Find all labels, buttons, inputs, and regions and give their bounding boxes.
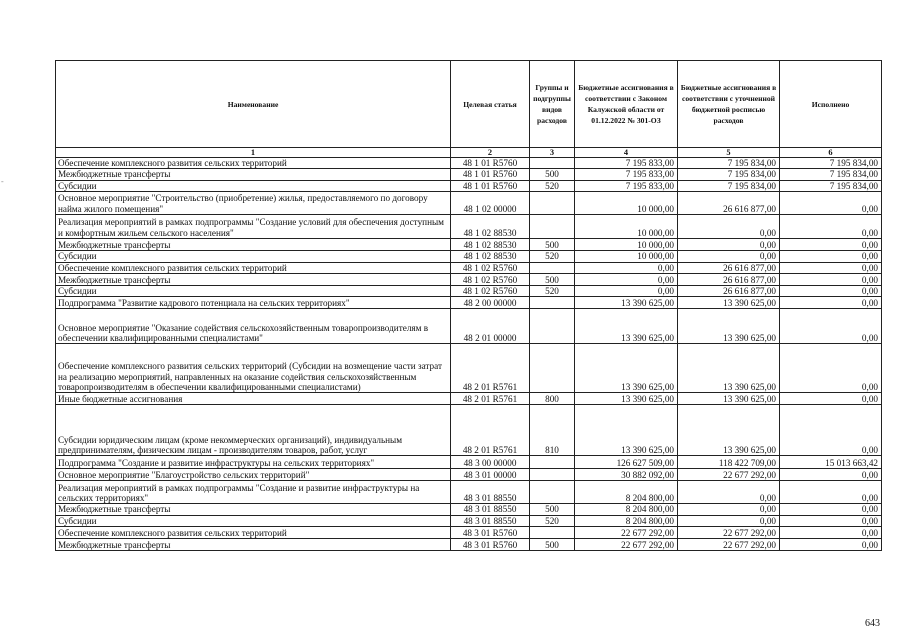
header-target-article: Целевая статья — [451, 61, 530, 148]
row-budget-law-cell: 7 195 833,00 — [575, 180, 678, 191]
row-expense-group-cell: 500 — [530, 239, 575, 251]
table-row — [56, 192, 882, 215]
row-target-article-cell: 48 1 02 00000 — [451, 192, 530, 215]
row-target-article-cell: 48 1 02 R5760 — [451, 274, 530, 286]
row-expense-group-cell — [530, 309, 575, 344]
table-row — [56, 527, 882, 539]
row-expense-group-cell: 520 — [530, 251, 575, 262]
row-expense-group-cell — [530, 262, 575, 273]
table-row — [56, 251, 882, 262]
row-expense-group-cell — [530, 344, 575, 393]
row-budget-law-cell: 0,00 — [575, 262, 678, 273]
row-budget-refined-cell: 0,00 — [678, 239, 780, 251]
row-executed-cell: 7 195 834,00 — [780, 158, 882, 169]
row-budget-refined-cell: 22 677 292,00 — [678, 469, 780, 481]
budget-execution-table — [55, 60, 882, 551]
row-budget-law-cell: 10 000,00 — [575, 251, 678, 262]
row-name-cell: Основное мероприятие "Благоустройство сельских территорий" — [56, 469, 451, 481]
table-row — [56, 239, 882, 251]
row-budget-refined-cell: 0,00 — [678, 481, 780, 504]
row-budget-refined-cell: 0,00 — [678, 504, 780, 515]
page-number: 643 — [865, 618, 880, 629]
row-name-cell: Подпрограмма "Создание и развитие инфраструктуры на сельских территориях" — [56, 456, 451, 469]
row-target-article-cell: 48 1 01 R5760 — [451, 180, 530, 191]
row-target-article-cell: 48 1 02 88530 — [451, 239, 530, 251]
row-budget-law-cell: 0,00 — [575, 286, 678, 297]
table-row — [56, 262, 882, 273]
table-row — [56, 215, 882, 239]
column-number: 1 — [56, 148, 451, 158]
row-executed-cell: 0,00 — [780, 344, 882, 393]
table-row — [56, 309, 882, 344]
row-budget-refined-cell: 0,00 — [678, 251, 780, 262]
row-executed-cell: 0,00 — [780, 262, 882, 273]
row-budget-refined-cell: 13 390 625,00 — [678, 297, 780, 309]
budget-table-container — [55, 60, 881, 551]
row-executed-cell: 0,00 — [780, 274, 882, 286]
row-budget-refined-cell: 7 195 834,00 — [678, 158, 780, 169]
row-budget-law-cell: 22 677 292,00 — [575, 527, 678, 539]
row-target-article-cell: 48 3 01 R5760 — [451, 539, 530, 551]
table-row — [56, 456, 882, 469]
row-target-article-cell: 48 3 01 88550 — [451, 481, 530, 504]
row-budget-law-cell: 10 000,00 — [575, 215, 678, 239]
table-header-row — [56, 61, 882, 148]
row-executed-cell: 0,00 — [780, 393, 882, 405]
row-budget-law-cell: 30 882 092,00 — [575, 469, 678, 481]
row-budget-refined-cell: 26 616 877,00 — [678, 192, 780, 215]
row-budget-refined-cell: 22 677 292,00 — [678, 527, 780, 539]
row-expense-group-cell: 520 — [530, 180, 575, 191]
row-budget-refined-cell: 0,00 — [678, 515, 780, 526]
row-budget-refined-cell: 7 195 834,00 — [678, 180, 780, 191]
row-budget-refined-cell: 118 422 709,00 — [678, 456, 780, 469]
row-executed-cell: 0,00 — [780, 239, 882, 251]
row-target-article-cell: 48 3 01 R5760 — [451, 527, 530, 539]
row-name-cell: Субсидии юридическим лицам (кроме некоммерческих организаций), индивидуальным предпринимателям, физическим лицам - производителям товаров, работ, услуг — [56, 405, 451, 456]
row-name-cell: Межбюджетные трансферты — [56, 169, 451, 180]
row-budget-law-cell: 13 390 625,00 — [575, 309, 678, 344]
row-name-cell: Межбюджетные трансферты — [56, 239, 451, 251]
row-expense-group-cell — [530, 481, 575, 504]
row-target-article-cell: 48 2 01 R5761 — [451, 344, 530, 393]
row-budget-law-cell: 13 390 625,00 — [575, 393, 678, 405]
row-budget-law-cell: 13 390 625,00 — [575, 297, 678, 309]
row-target-article-cell: 48 1 01 R5760 — [451, 169, 530, 180]
row-target-article-cell: 48 3 01 00000 — [451, 469, 530, 481]
row-executed-cell: 0,00 — [780, 192, 882, 215]
header-name: Наименование — [56, 61, 451, 148]
row-name-cell: Основное мероприятие "Оказание содействия сельскохозяйственным товаропроизводителям в обеспечении квалифицированными специалистами" — [56, 309, 451, 344]
row-target-article-cell: 48 1 02 88530 — [451, 215, 530, 239]
table-row — [56, 169, 882, 180]
row-budget-law-cell: 7 195 833,00 — [575, 169, 678, 180]
row-name-cell: Межбюджетные трансферты — [56, 274, 451, 286]
row-executed-cell: 0,00 — [780, 515, 882, 526]
row-expense-group-cell: 520 — [530, 515, 575, 526]
row-budget-refined-cell: 13 390 625,00 — [678, 309, 780, 344]
row-budget-refined-cell: 13 390 625,00 — [678, 405, 780, 456]
row-budget-refined-cell: 26 616 877,00 — [678, 262, 780, 273]
row-budget-law-cell: 13 390 625,00 — [575, 405, 678, 456]
column-number: 5 — [678, 148, 780, 158]
row-expense-group-cell — [530, 469, 575, 481]
row-expense-group-cell — [530, 215, 575, 239]
row-executed-cell: 7 195 834,00 — [780, 180, 882, 191]
row-executed-cell: 0,00 — [780, 297, 882, 309]
row-name-cell: Реализация мероприятий в рамках подпрограммы "Создание условий для обеспечения доступным и комфортным жильем сельского населения" — [56, 215, 451, 239]
column-number: 2 — [451, 148, 530, 158]
row-executed-cell: 0,00 — [780, 286, 882, 297]
row-budget-law-cell: 13 390 625,00 — [575, 344, 678, 393]
row-budget-law-cell: 8 204 800,00 — [575, 504, 678, 515]
table-row — [56, 158, 882, 169]
column-number-row — [56, 148, 882, 158]
row-expense-group-cell — [530, 297, 575, 309]
row-target-article-cell: 48 3 01 88550 — [451, 515, 530, 526]
row-target-article-cell: 48 2 01 R5761 — [451, 405, 530, 456]
table-row — [56, 539, 882, 551]
row-target-article-cell: 48 1 01 R5760 — [451, 158, 530, 169]
row-budget-refined-cell: 0,00 — [678, 215, 780, 239]
header-budget-refined: Бюджетные ассигнования в соответствии с уточненной бюджетной росписью расходов — [678, 61, 780, 148]
header-executed: Исполнено — [780, 61, 882, 148]
row-budget-refined-cell: 26 616 877,00 — [678, 286, 780, 297]
row-executed-cell: 0,00 — [780, 527, 882, 539]
column-number: 3 — [530, 148, 575, 158]
row-expense-group-cell — [530, 527, 575, 539]
row-executed-cell: 0,00 — [780, 405, 882, 456]
row-executed-cell: 0,00 — [780, 309, 882, 344]
header-budget-law: Бюджетные ассигнования в соответствии с Законом Калужской области от 01.12.2022 № 301-ОЗ — [575, 61, 678, 148]
table-row — [56, 180, 882, 191]
table-row — [56, 286, 882, 297]
row-budget-refined-cell: 22 677 292,00 — [678, 539, 780, 551]
row-name-cell: Обеспечение комплексного развития сельских территорий (Субсидии на возмещение части затрат на реализацию мероприятий, направленных на оказание содействия сельскохозяйственным товаропроизводителям в обеспечении квалифицированными специалистами) — [56, 344, 451, 393]
table-row — [56, 469, 882, 481]
row-budget-law-cell: 126 627 509,00 — [575, 456, 678, 469]
row-budget-law-cell: 10 000,00 — [575, 239, 678, 251]
row-executed-cell: 0,00 — [780, 215, 882, 239]
row-expense-group-cell: 500 — [530, 169, 575, 180]
row-expense-group-cell: 800 — [530, 393, 575, 405]
row-budget-law-cell: 0,00 — [575, 274, 678, 286]
row-target-article-cell: 48 3 01 88550 — [451, 504, 530, 515]
row-target-article-cell: 48 2 00 00000 — [451, 297, 530, 309]
row-executed-cell: 0,00 — [780, 504, 882, 515]
table-row — [56, 393, 882, 405]
row-target-article-cell: 48 1 02 88530 — [451, 251, 530, 262]
row-expense-group-cell: 500 — [530, 539, 575, 551]
row-target-article-cell: 48 2 01 R5761 — [451, 393, 530, 405]
row-budget-law-cell: 8 204 800,00 — [575, 481, 678, 504]
table-row — [56, 481, 882, 504]
row-name-cell: Субсидии — [56, 180, 451, 191]
row-executed-cell: 0,00 — [780, 469, 882, 481]
row-name-cell: Межбюджетные трансферты — [56, 539, 451, 551]
row-budget-refined-cell: 13 390 625,00 — [678, 344, 780, 393]
row-name-cell: Реализация мероприятий в рамках подпрограммы "Создание и развитие инфраструктуры на сельских территориях" — [56, 481, 451, 504]
row-expense-group-cell — [530, 192, 575, 215]
row-executed-cell: 7 195 834,00 — [780, 169, 882, 180]
row-target-article-cell: 48 1 02 R5760 — [451, 262, 530, 273]
row-name-cell: Подпрограмма "Развитие кадрового потенциала на сельских территориях" — [56, 297, 451, 309]
row-budget-law-cell: 22 677 292,00 — [575, 539, 678, 551]
row-budget-refined-cell: 13 390 625,00 — [678, 393, 780, 405]
row-name-cell: Основное мероприятие "Строительство (приобретение) жилья, предоставляемого по договору найма жилого помещения" — [56, 192, 451, 215]
table-row — [56, 274, 882, 286]
row-expense-group-cell — [530, 456, 575, 469]
row-expense-group-cell: 810 — [530, 405, 575, 456]
row-target-article-cell: 48 3 00 00000 — [451, 456, 530, 469]
row-name-cell: Обеспечение комплексного развития сельских территорий — [56, 262, 451, 273]
row-executed-cell: 0,00 — [780, 251, 882, 262]
table-row — [56, 405, 882, 456]
table-row — [56, 297, 882, 309]
table-row — [56, 515, 882, 526]
row-name-cell: Субсидии — [56, 286, 451, 297]
row-expense-group-cell — [530, 158, 575, 169]
row-target-article-cell: 48 1 02 R5760 — [451, 286, 530, 297]
row-budget-refined-cell: 7 195 834,00 — [678, 169, 780, 180]
row-expense-group-cell: 500 — [530, 274, 575, 286]
row-budget-law-cell: 7 195 833,00 — [575, 158, 678, 169]
margin-mark: - — [1, 177, 4, 186]
row-target-article-cell: 48 2 01 00000 — [451, 309, 530, 344]
table-row — [56, 504, 882, 515]
row-executed-cell: 0,00 — [780, 481, 882, 504]
row-expense-group-cell: 500 — [530, 504, 575, 515]
row-budget-law-cell: 8 204 800,00 — [575, 515, 678, 526]
row-name-cell: Межбюджетные трансферты — [56, 504, 451, 515]
header-expense-groups: Группы и подгруппы видов расходов — [530, 61, 575, 148]
row-name-cell: Субсидии — [56, 515, 451, 526]
row-budget-refined-cell: 26 616 877,00 — [678, 274, 780, 286]
table-row — [56, 344, 882, 393]
row-executed-cell: 15 013 663,42 — [780, 456, 882, 469]
row-expense-group-cell: 520 — [530, 286, 575, 297]
row-name-cell: Субсидии — [56, 251, 451, 262]
row-name-cell: Иные бюджетные ассигнования — [56, 393, 451, 405]
row-budget-law-cell: 10 000,00 — [575, 192, 678, 215]
row-name-cell: Обеспечение комплексного развития сельских территорий — [56, 158, 451, 169]
row-name-cell: Обеспечение комплексного развития сельских территорий — [56, 527, 451, 539]
column-number: 4 — [575, 148, 678, 158]
row-executed-cell: 0,00 — [780, 539, 882, 551]
column-number: 6 — [780, 148, 882, 158]
